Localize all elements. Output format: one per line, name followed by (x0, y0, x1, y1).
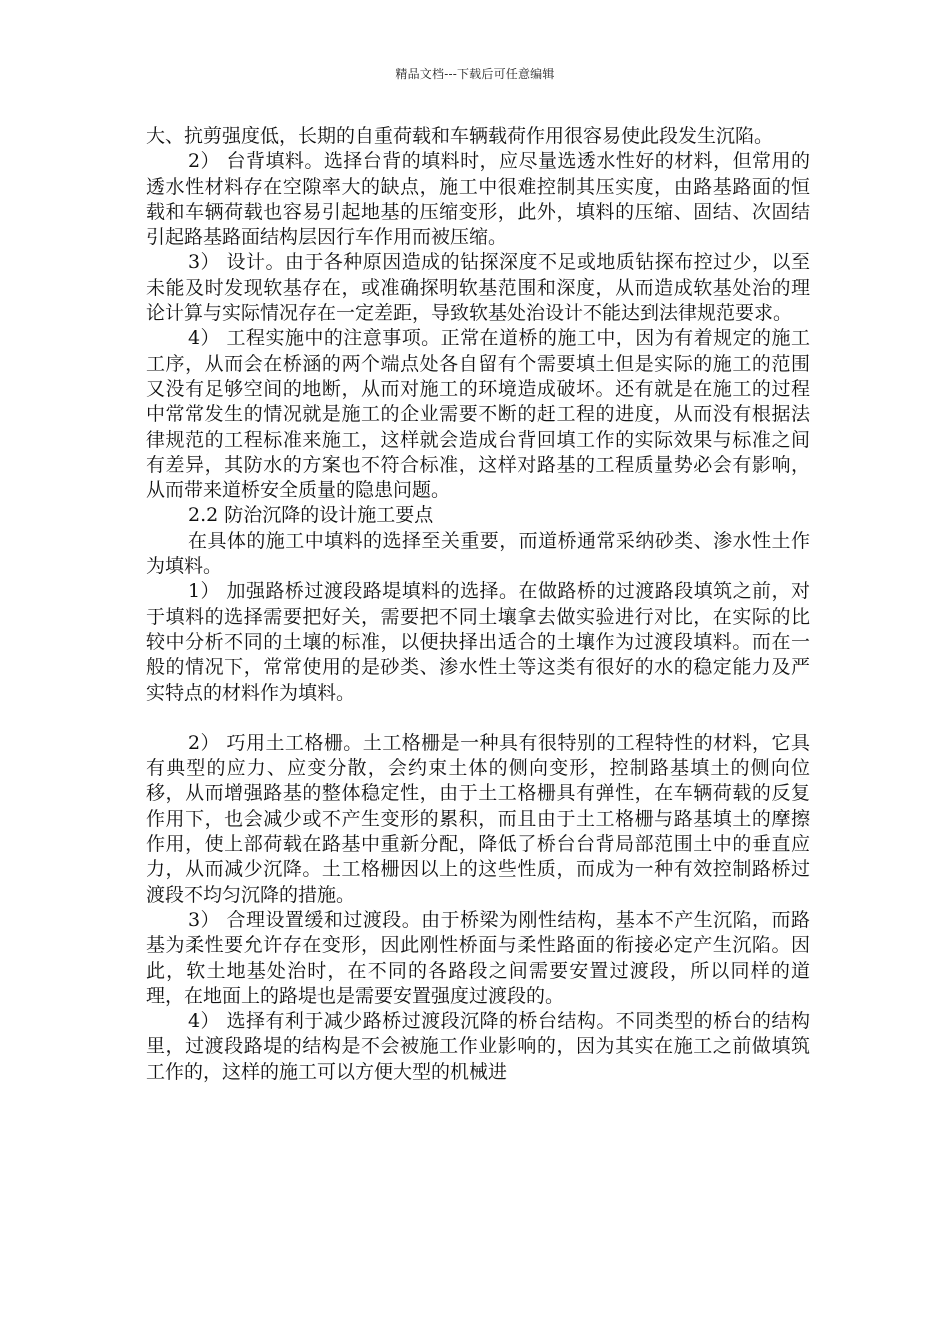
section-heading-2-2: 2.2 防治沉降的设计施工要点 (188, 504, 434, 527)
paragraph-transition-section: 3） 合理设置缓和过渡段。由于桥梁为刚性结构，基本不产生沉陷，而路基为柔性要允许存在变形，因此刚性桥面与柔性路面的衔接必定产生沉陷。因此，软土地基处治时，在不同的各路段之间需要安置过渡段，所以同样的道理，在地面上的路堤也是需要安置强度过渡段的。 (146, 908, 810, 1007)
paragraph-backfill-material: 2） 台背填料。选择台背的填料时，应尽量选透水性好的材料，但常用的透水性材料存在空隙率大的缺点，施工中很难控制其压实度，由路基路面的恒载和车辆荷载也容易引起地基的压缩变形，此外，填料的压缩、固结、次固结引起路基路面结构层因行车作用而被压缩。 (146, 150, 810, 249)
paragraph-embankment-fill: 1） 加强路桥过渡段路堤填料的选择。在做路桥的过渡路段填筑之前，对于填料的选择需要把好关，需要把不同土壤拿去做实验进行对比，在实际的比较中分析不同的土壤的标准，以便抉择出适合的土壤作为过渡段填料。而在一般的情况下，常常使用的是砂类、渗水性土等这类有很好的水的稳定能力及严实特点的材料作为填料。 (146, 580, 810, 704)
paragraph-design: 3） 设计。由于各种原因造成的钻探深度不足或地质钻探布控过少，以至未能及时发现软基存在，或准确探明软基范围和深度，从而造成软基处治的理论计算与实际情况存在一定差距，导致软基处治设计不能达到法律规范要求。 (146, 251, 810, 325)
document-body (146, 124, 810, 1085)
paragraph-abutment-structure: 4） 选择有利于减少路桥过渡段沉降的桥台结构。不同类型的桥台的结构里，过渡段路堤的结构是不会被施工作业影响的，因为其实在施工之前做填筑工作的，这样的施工可以方便大型的机械进 (146, 1010, 810, 1083)
paragraph-geogrid: 2） 巧用土工格栅。土工格栅是一种具有很特别的工程特性的材料，它具有典型的应力、应变分散，会约束土体的侧向变形，控制路基填土的侧向位移，从而增强路基的整体稳定性，由于土工格栅具有弹性，在车辆荷载的反复作用下，也会减少或不产生变形的累积，而且由于土工格栅与路基填土的摩擦作用，使上部荷载在路基中重新分配，降低了桥台台背局部范围土中的垂直应力，从而减少沉降。土工格栅因以上的这些性质，而成为一种有效控制路桥过渡段不均匀沉降的措施。 (146, 731, 810, 906)
page-header: 精品文档---下载后可任意编辑 (395, 67, 555, 81)
paragraph-construction-notes: 4） 工程实施中的注意事项。正常在道桥的施工中，因为有着规定的施工工序，从而会在桥涵的两个端点处各自留有个需要填土但是实际的施工的范围又没有足够空间的地断，从而对施工的环境造成破坏。还有就是在施工的过程中常常发生的情况就是施工的企业需要不断的赶工程的进度，从而没有根据法律规范的工程标准来施工，这样就会造成台背回填工作的实际效果与标准之间有差异，其防水的方案也不符合标准，这样对路基的工程质量势必会有影响，从而带来道桥安全质量的隐患问题。 (146, 327, 810, 502)
paragraph-continuation: 大、抗剪强度低，长期的自重荷载和车辆载荷作用很容易使此段发生沉陷。 (146, 125, 774, 147)
paragraph-fill-selection-intro: 在具体的施工中填料的选择至关重要，而道桥通常采纳砂类、渗水性土作为填料。 (146, 529, 810, 578)
